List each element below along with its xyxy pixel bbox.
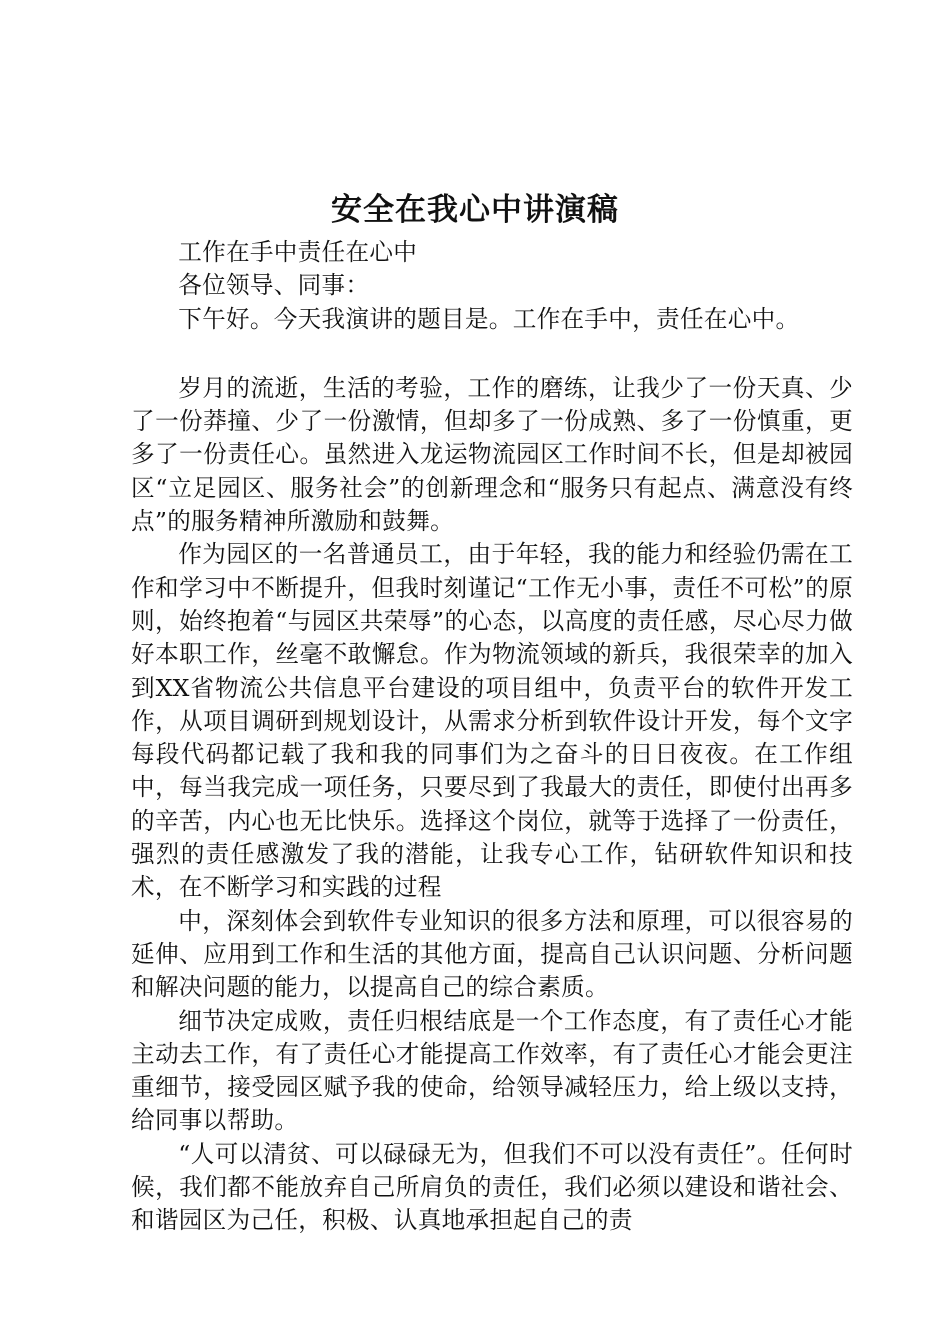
paragraph-1: 岁月的流逝，生活的考验，工作的磨练，让我少了一份天真、少了一份莽撞、少了一份激情，但却多了一份成熟、多了一份慎重，更多了一份责任心。虽然进入龙运物流园区工作时间不长，但是却被园区“立足园区、服务社会”的创新理念和“服务只有起点、满意没有终点”的服务精神所激励和鼓舞。 [131, 373, 853, 536]
paragraph-4: 细节决定成败，责任归根结底是一个工作态度，有了责任心才能主动去工作，有了责任心才能提高工作效率，有了责任心才能会更注重细节，接受园区赋予我的使命，给领导减轻压力，给上级以支持，给同事以帮助。 [131, 1006, 853, 1135]
subtitle-line: 工作在手中责任在心中 [178, 238, 418, 266]
paragraph-gap [131, 336, 853, 372]
document-body [131, 236, 853, 1238]
salutation-line: 各位领导、同事： [178, 271, 370, 300]
paragraph-2: 作为园区的一名普通员工，由于年轻，我的能力和经验仍需在工作和学习中不断提升，但我时刻谨记“工作无小事，责任不可松”的原则，始终抱着“与园区共荣辱”的心态，以高度的责任感，尽心尽力做好本职工作，丝毫不敢懈怠。作为物流领域的新兵，我很荣幸的加入到XX省物流公共信息平台建设的项目组中，负责平台的软件开发工作，从项目调研到规划设计，从需求分析到软件设计开发，每个文字每段代码都记载了我和我的同事们为之奋斗的日日夜夜。在工作组中，每当我完成一项任务，只要尽到了我最大的责任，即使付出再多的辛苦，内心也无比快乐。选择这个岗位，就等于选择了一份责任，强烈的责任感激发了我的潜能，让我专心工作，钻研软件知识和技术，在不断学习和实践的过程 [131, 540, 853, 902]
greeting-line: 下午好。今天我演讲的题目是。工作在手中，责任在心中。 [178, 304, 800, 333]
document-title: 安全在我心中讲演稿 [331, 192, 619, 228]
paragraph-3: 中，深刻体会到软件专业知识的很多方法和原理，可以很容易的延伸、应用到工作和生活的其他方面，提高自己认识问题、分析问题和解决问题的能力，以提高自己的综合素质。 [131, 906, 853, 1002]
paragraph-5: “人可以清贫、可以碌碌无为，但我们不可以没有责任”。任何时候，我们都不能放弃自己所肩负的责任，我们必须以建设和谐社会、和谐园区为己任，积极、认真地承担起自己的责 [131, 1139, 853, 1235]
